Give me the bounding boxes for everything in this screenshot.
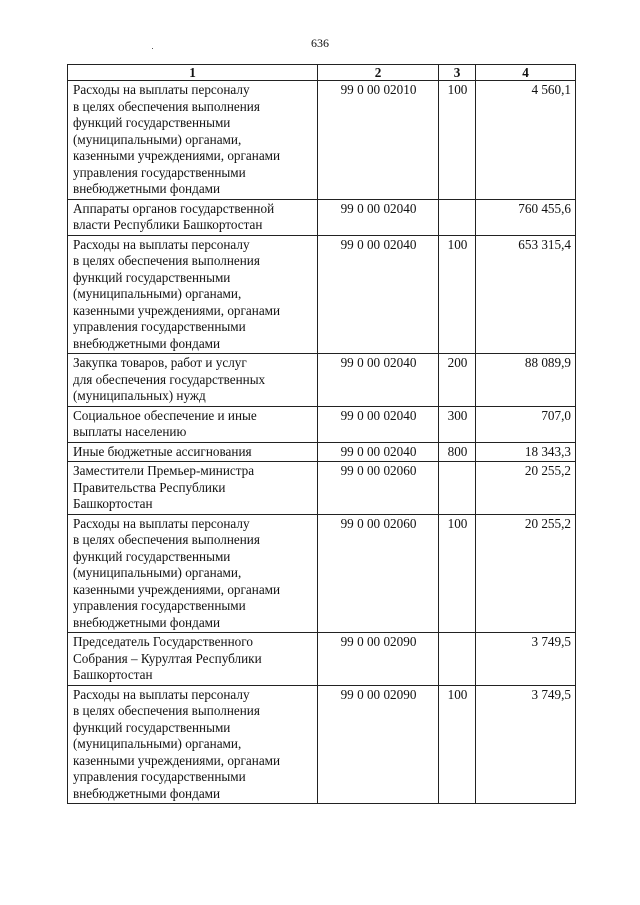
- row-name-line: внебюджетными фондами: [73, 785, 221, 801]
- row-name-line: Расходы на выплаты персоналу: [73, 82, 250, 97]
- row-name-line: управления государственными: [73, 164, 246, 180]
- row-code: 99 0 00 02040: [318, 406, 439, 442]
- row-name-line: (муниципальными) органами,: [73, 286, 242, 301]
- row-name: [68, 462, 318, 515]
- row-name-line: (муниципальными) органами,: [73, 565, 242, 580]
- row-name-line: функций государственными: [73, 115, 231, 130]
- row-name-line: в целях обеспечения выполнения: [73, 253, 260, 268]
- row-name-line: в целях обеспечения выполнения: [73, 703, 260, 718]
- row-name: [68, 354, 318, 407]
- row-amount: 88 089,9: [476, 354, 576, 407]
- row-name: [68, 81, 318, 200]
- row-expense-type: [439, 199, 476, 235]
- row-name-line: Социальное обеспечение и иные: [73, 407, 257, 423]
- header-col-1: 1: [68, 65, 318, 81]
- table-row: [68, 514, 576, 633]
- row-name: [68, 442, 318, 462]
- row-expense-type: 100: [439, 685, 476, 804]
- row-name-line: Расходы на выплаты персоналу: [73, 686, 250, 702]
- row-name-line: внебюджетными фондами: [73, 335, 221, 351]
- table-row: [68, 81, 576, 200]
- row-name: [68, 199, 318, 235]
- table-row: [68, 354, 576, 407]
- row-amount: 3 749,5: [476, 685, 576, 804]
- table-row: [68, 199, 576, 235]
- table-row: [68, 462, 576, 515]
- row-code: 99 0 00 02060: [318, 514, 439, 633]
- row-amount: 20 255,2: [476, 462, 576, 515]
- row-code: 99 0 00 02040: [318, 354, 439, 407]
- row-name-line: управления государственными: [73, 319, 246, 334]
- row-amount: 653 315,4: [476, 235, 576, 354]
- scan-speck: [152, 48, 153, 49]
- header-col-4: 4: [476, 65, 576, 81]
- row-name-line: для обеспечения государственных: [73, 371, 266, 387]
- table-row: [68, 685, 576, 804]
- row-name-line: Закупка товаров, работ и услуг: [73, 355, 247, 370]
- table-row: [68, 442, 576, 462]
- row-name-line: в целях обеспечения выполнения: [73, 98, 260, 114]
- page-number: 636: [311, 36, 329, 50]
- row-name-line: Заместители Премьер-министра: [73, 463, 255, 478]
- row-code: 99 0 00 02040: [318, 235, 439, 354]
- table-body: [68, 81, 576, 804]
- row-name: [68, 633, 318, 686]
- row-name-line: Расходы на выплаты персоналу: [73, 236, 250, 252]
- row-name-line: Расходы на выплаты персоналу: [73, 515, 250, 531]
- row-name-line: власти Республики Башкортостан: [73, 217, 263, 232]
- row-amount: 20 255,2: [476, 514, 576, 633]
- row-name-line: (муниципальными) органами,: [73, 131, 242, 147]
- row-name: [68, 514, 318, 633]
- row-name-line: выплаты населению: [73, 424, 187, 439]
- row-name: [68, 685, 318, 804]
- row-code: 99 0 00 02090: [318, 633, 439, 686]
- row-code: 99 0 00 02010: [318, 81, 439, 200]
- header-col-2: 2: [318, 65, 439, 81]
- row-name-line: функций государственными: [73, 548, 231, 564]
- row-expense-type: [439, 462, 476, 515]
- row-amount: 18 343,3: [476, 442, 576, 462]
- row-name-line: (муниципальными) органами,: [73, 736, 242, 751]
- row-name-line: внебюджетными фондами: [73, 614, 221, 630]
- row-name-line: функций государственными: [73, 269, 231, 285]
- row-name-line: в целях обеспечения выполнения: [73, 532, 260, 547]
- row-name-line: Председатель Государственного: [73, 634, 253, 649]
- row-code: 99 0 00 02060: [318, 462, 439, 515]
- row-name-line: Собрания – Курултая Республики: [73, 650, 262, 666]
- budget-table: [67, 64, 576, 804]
- row-name-line: казенными учреждениями, органами: [73, 581, 281, 597]
- row-name-line: управления государственными: [73, 598, 246, 613]
- table-row: [68, 633, 576, 686]
- header-col-3: 3: [439, 65, 476, 81]
- row-name-line: функций государственными: [73, 719, 231, 735]
- row-name: [68, 235, 318, 354]
- row-expense-type: 100: [439, 81, 476, 200]
- row-expense-type: 800: [439, 442, 476, 462]
- row-code: 99 0 00 02040: [318, 199, 439, 235]
- row-expense-type: 300: [439, 406, 476, 442]
- row-code: 99 0 00 02040: [318, 442, 439, 462]
- row-expense-type: 200: [439, 354, 476, 407]
- row-expense-type: 100: [439, 514, 476, 633]
- row-name-line: Башкортостан: [73, 667, 153, 682]
- row-code: 99 0 00 02090: [318, 685, 439, 804]
- row-name-line: (муниципальных) нужд: [73, 388, 206, 403]
- row-amount: 707,0: [476, 406, 576, 442]
- row-amount: 760 455,6: [476, 199, 576, 235]
- row-name-line: казенными учреждениями, органами: [73, 752, 281, 768]
- header-row: [68, 65, 576, 81]
- row-name-line: казенными учреждениями, органами: [73, 302, 281, 318]
- row-name-line: Правительства Республики: [73, 479, 226, 495]
- row-amount: 3 749,5: [476, 633, 576, 686]
- row-name-line: казенными учреждениями, органами: [73, 148, 281, 163]
- table-row: [68, 406, 576, 442]
- row-name-line: Иные бюджетные ассигнования: [73, 443, 252, 459]
- row-name: [68, 406, 318, 442]
- row-name-line: Аппараты органов государственной: [73, 200, 275, 216]
- row-expense-type: 100: [439, 235, 476, 354]
- row-name-line: управления государственными: [73, 769, 246, 784]
- row-expense-type: [439, 633, 476, 686]
- table-row: [68, 235, 576, 354]
- row-name-line: внебюджетными фондами: [73, 181, 221, 196]
- row-amount: 4 560,1: [476, 81, 576, 200]
- row-name-line: Башкортостан: [73, 496, 153, 511]
